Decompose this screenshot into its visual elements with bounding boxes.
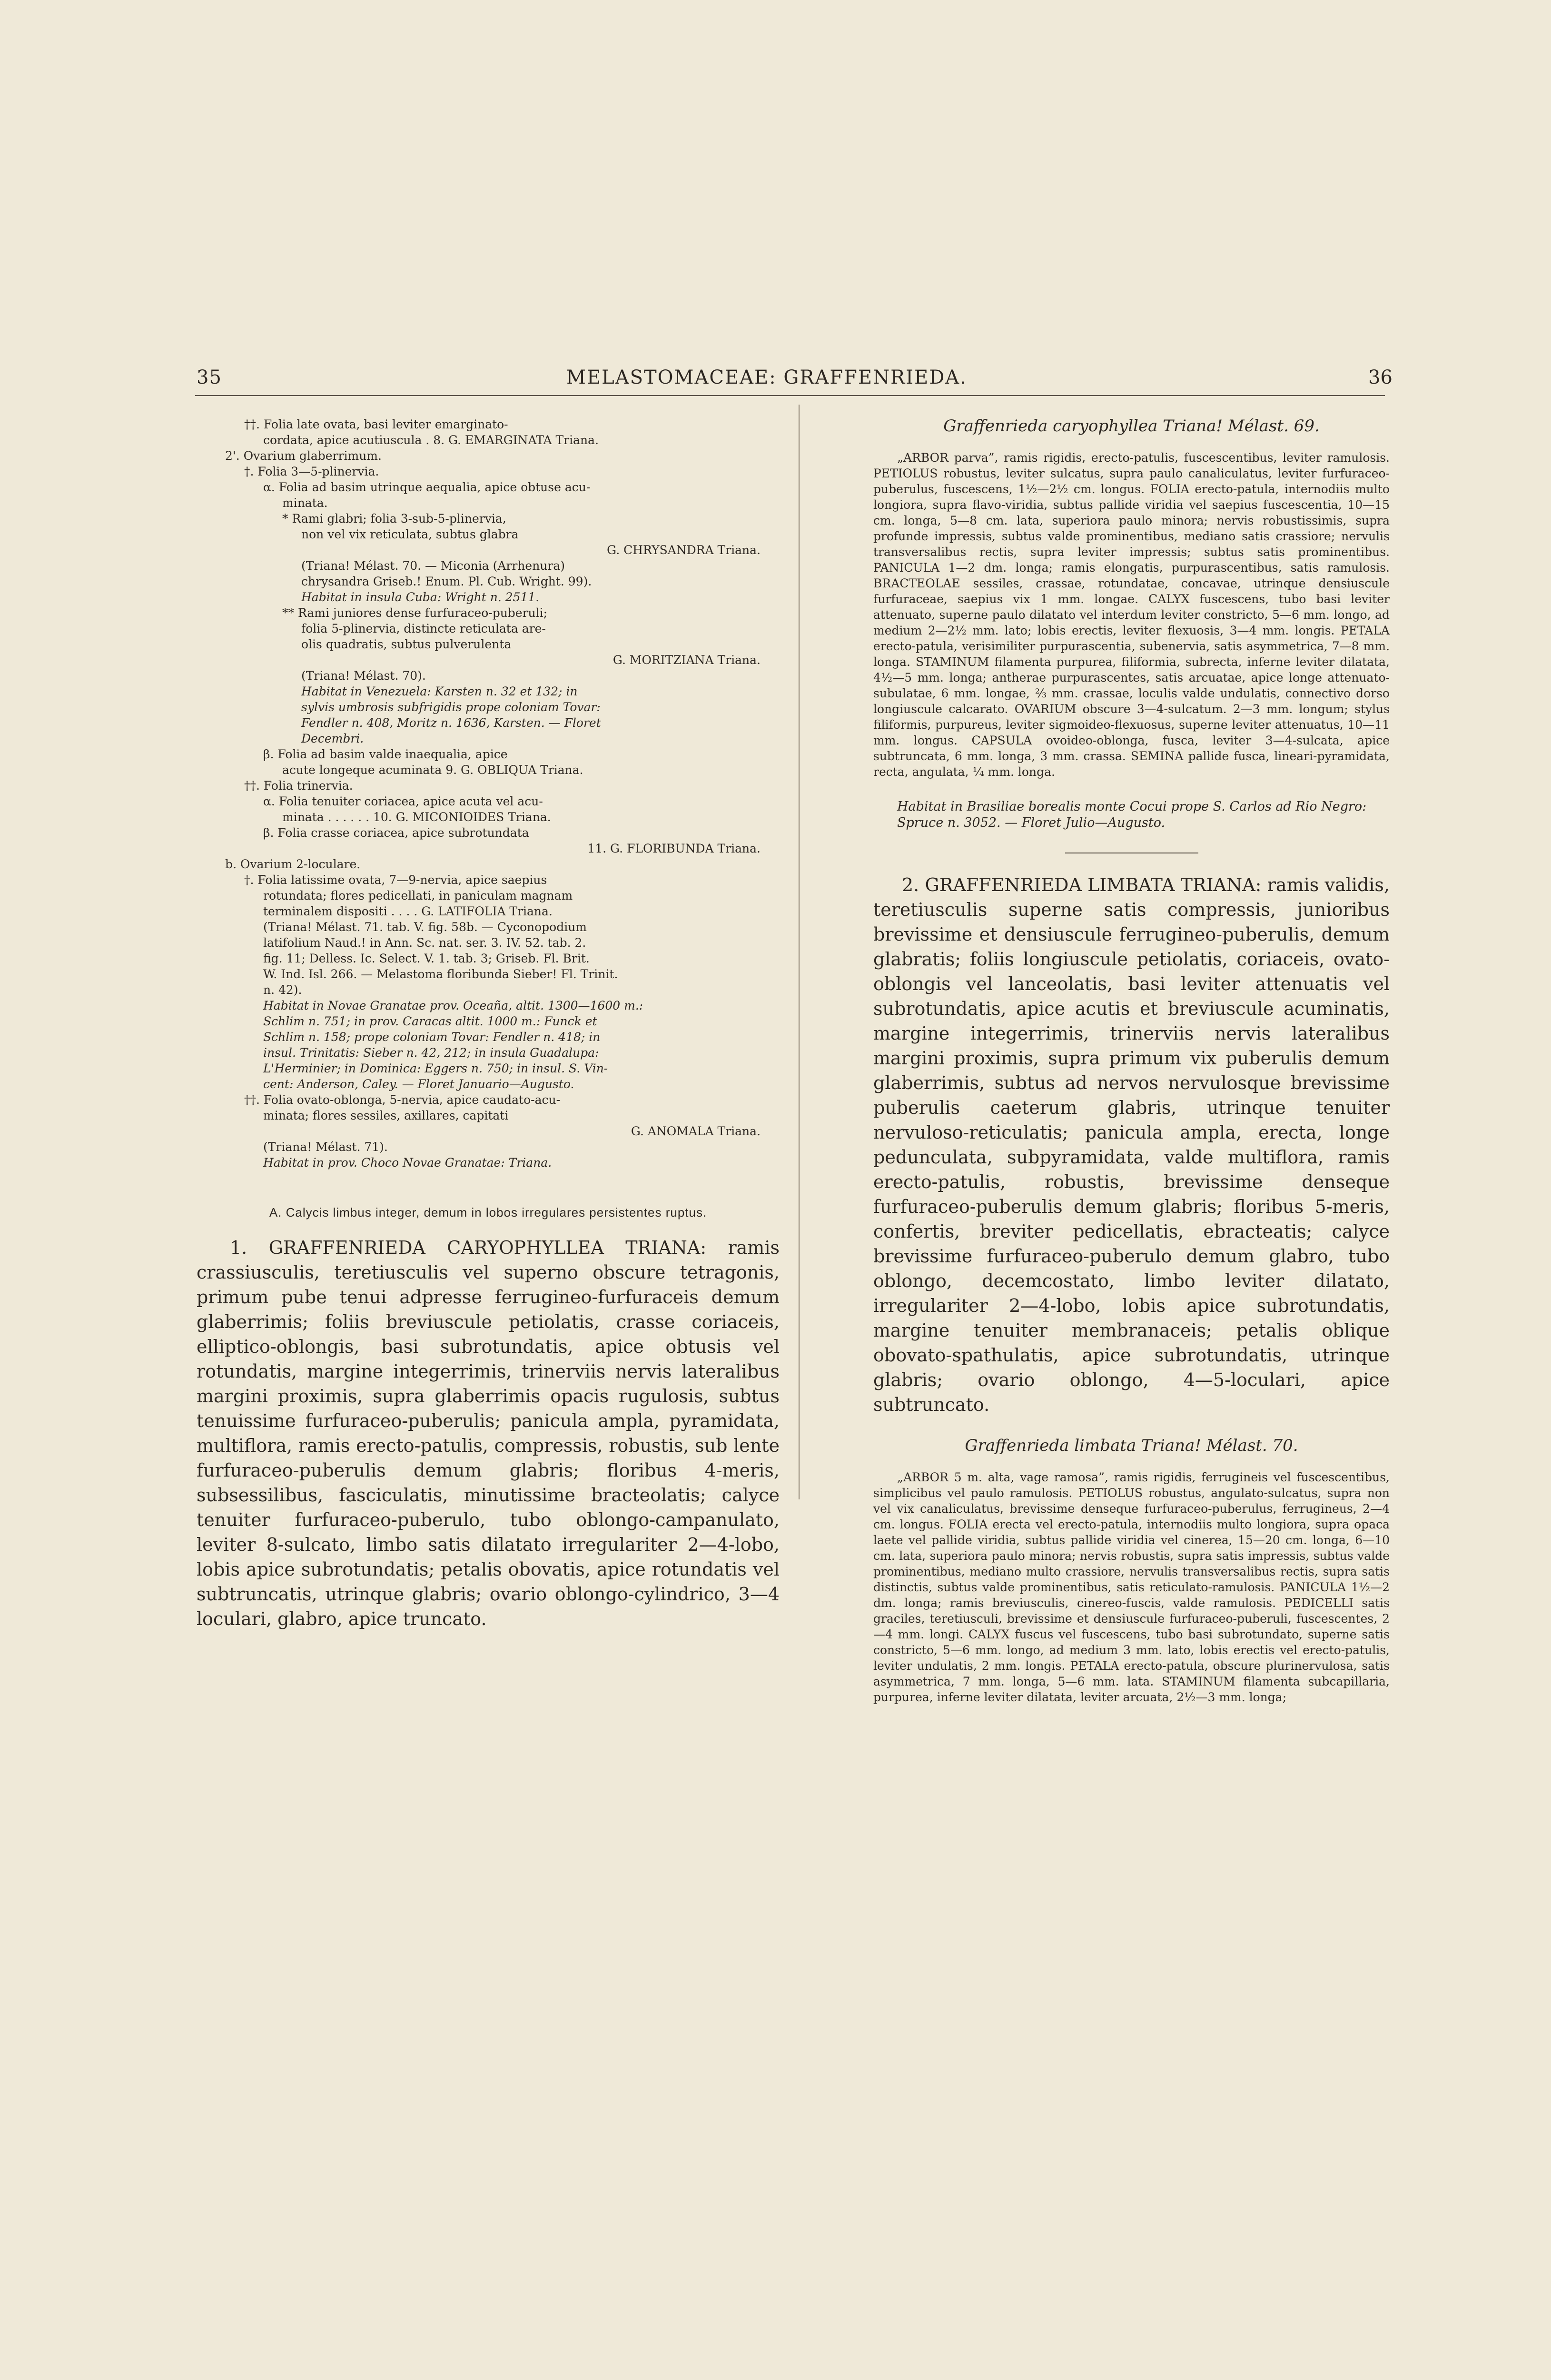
header-rule [195, 395, 1385, 396]
column-divider [799, 405, 800, 1499]
section-heading: A. Calycis limbus integer, demum in lobos irregulares persistentes ruptus. [269, 1205, 707, 1220]
right-column [873, 416, 1390, 1705]
key-line: †. Folia latissime ovata, 7—9-nervia, apice saepius [244, 873, 547, 887]
key-line: Habitat in Novae Granatae prov. Oceaña, altit. 1300—1600 m.: [263, 999, 643, 1012]
key-line: cordata, apice acutiuscula . 8. G. EMARGINATA Triana. [263, 433, 599, 447]
key-line: β. Folia ad basim valde inaequalia, apice [263, 747, 508, 761]
key-line: †. Folia 3—5-plinervia. [244, 465, 379, 478]
key-line: G. MORITZIANA Triana. [612, 653, 761, 667]
key-line: (Triana! Mélast. 70). [301, 669, 426, 683]
species-citation-limbata: Graffenrieda limbata Triana! Mélast. 70. [965, 1436, 1298, 1455]
key-line: Schlim n. 751; in prov. Caracas altit. 1000 m.: Funck et [263, 1014, 597, 1028]
key-line: (Triana! Mélast. 71. tab. V. fig. 58b. — Cyconopodium [263, 920, 587, 934]
key-line: α. Folia tenuiter coriacea, apice acuta vel acu- [263, 794, 543, 808]
key-line: ††. Folia late ovata, basi leviter emarginato- [244, 417, 508, 431]
morphology-limbata: „ARBOR 5 m. alta, vage ramosa”, ramis rigidis, ferrugineis vel fuscescentibus, simplicibus vel paulo ramulosis. PETIOLUS robustus, angulato-sulcatus, supra non vel vix canaliculatus, brevissime denseque furfuraceo-puberulus, ferrugineus, 2—4 cm. longus. FOLIA erecta vel erecto-patula, internodiis multo longiora, supra opaca laete vel pallide viridia, subtus pallide viridia vel cinerea, 15—20 cm. longa, 6—10 cm. lata, superiora paulo minora; nervis robustis, supra satis impressis, subtus valde prominentibus, mediano multo crassiore, nervulis transversalibus rectis, supra satis distinctis, subtus valde prominentibus, satis reticulato-ramulosis. PANICULA 1½—2 dm. longa; ramis breviusculis, cinereo-fuscis, valde ramulosis. PEDICELLI satis graciles, teretiusculi, brevissime et densiuscule furfuraceo-puberuli, fuscescentes, 2—4 mm. longi. CALYX fuscus vel fuscescens, tubo basi subrotundato, superne satis constricto, 5—6 mm. longo, ad medium 3 mm. lato, lobis erectis vel erecto-patulis, leviter undulatis, 2 mm. longis. PETALA erecto-patula, obscure plurinervulosa, satis asymmetrica, 7 mm. longa, 5—6 mm. lata. STAMINUM filamenta subcapillaria, purpurea, inferne leviter dilatata, leviter arcuata, 2½—3 mm. longa; [873, 1470, 1390, 1704]
species-description-limbata: 2. GRAFFENRIEDA LIMBATA TRIANA: ramis validis, teretiusculis superne satis compressis, junioribus brevissime et densiuscule ferrugineo-puberulis, demum glabratis; foliis longiuscule petiolatis, coriaceis, ovato-oblongis vel lanceolatis, basi leviter attenuatis vel subrotundatis, apice acutis et breviuscule acuminatis, margine integerrimis, trinerviis nervis lateralibus margini proximis, supra primum vix puberulis demum glaberrimis, subtus ad nervos nervulosque brevissime puberulis caeterum glabris, utrinque tenuiter nervuloso-reticulatis; panicula ampla, erecta, longe pedunculata, subpyramidata, valde multiflora, ramis erecto-patulis, robustis, brevissime denseque furfuraceo-puberulis demum glabris; floribus 5-meris, confertis, breviter pedicellatis, ebracteatis; calyce brevissime furfuraceo-puberulo demum glabro, tubo oblongo, decemcostato, limbo leviter dilatato, irregulariter 2—4-lobo, lobis apice subrotundatis, margine tenuiter membranaceis; petalis oblique obovato-spathulatis, apice subrotundatis, utrinque glabris; ovario oblongo, 4—5-loculari, apice subtruncato. [873, 874, 1390, 1415]
key-line: latifolium Naud.! in Ann. Sc. nat. ser. 3. IV. 52. tab. 2. [263, 936, 586, 950]
identification-key [197, 416, 780, 1170]
key-line: Decembri. [301, 732, 364, 745]
left-column [197, 416, 780, 1631]
key-line: 2'. Ovarium glaberrimum. [225, 449, 382, 463]
key-line: Habitat in prov. Choco Novae Granatae: Triana. [263, 1156, 552, 1170]
key-line: minata . . . . . . 10. G. MICONIOIDES Triana. [282, 810, 551, 824]
key-line: terminalem dispositi . . . . G. LATIFOLIA Triana. [263, 904, 553, 918]
key-line: rotundata; flores pedicellati, in paniculam magnam [263, 889, 573, 902]
key-line: b. Ovarium 2-loculare. [225, 857, 361, 871]
key-line: ††. Folia ovato-oblonga, 5-nervia, apice caudato-acu- [244, 1093, 561, 1107]
habitat-caryophyllea: Habitat in Brasiliae borealis monte Cocui prope S. Carlos ad Rio Negro: Spruce n. 3052. — Floret Julio—Augusto. [897, 799, 1367, 830]
page-number-left: 35 [197, 367, 222, 388]
key-line: (Triana! Mélast. 71). [263, 1140, 388, 1154]
key-line: G. CHRYSANDRA Triana. [607, 543, 761, 557]
key-line: Schlim n. 158; prope coloniam Tovar: Fendler n. 418; in [263, 1030, 601, 1044]
key-line: G. ANOMALA Triana. [631, 1124, 761, 1138]
running-title: MELASTOMACEAE: GRAFFENRIEDA. [566, 367, 967, 388]
key-line: non vel vix reticulata, subtus glabra [301, 527, 519, 541]
key-line: W. Ind. Isl. 266. — Melastoma floribunda Sieber! Fl. Trinit. [263, 967, 618, 981]
key-line: n. 42). [263, 983, 302, 997]
key-line: Habitat in Venezuela: Karsten n. 32 et 132; in [301, 684, 578, 698]
key-line: (Triana! Mélast. 70. — Miconia (Arrhenura) [301, 559, 565, 573]
key-line: minata; flores sessiles, axillares, capitati [263, 1109, 509, 1122]
key-line: ** Rami juniores dense furfuraceo-puberuli; [282, 606, 548, 620]
key-line: 11. G. FLORIBUNDA Triana. [587, 842, 761, 855]
key-line: L'Herminier; in Dominica: Eggers n. 750; in insul. S. Vin- [263, 1061, 608, 1075]
key-line: α. Folia ad basim utrinque aequalia, apice obtuse acu- [263, 480, 591, 494]
species-description-caryophyllea: 1. GRAFFENRIEDA CARYOPHYLLEA TRIANA: ramis crassiusculis, teretiusculis vel superno obscure tetragonis, primum pube tenui adpresse ferrugineo-furfuraceis demum glaberrimis; foliis breviuscule petiolatis, crasse coriaceis, elliptico-oblongis, basi subrotundatis, apice obtusis vel rotundatis, margine integerrimis, trinerviis nervis lateralibus margini proximis, supra glaberrimis opacis rugulosis, subtus tenuissime furfuraceo-puberulis; panicula ampla, pyramidata, multiflora, ramis erecto-patulis, compressis, robustis, sub lente furfuraceo-puberulis demum glabris; floribus 4-meris, subsessilibus, fasciculatis, minutissime bracteolatis; calyce tenuiter furfuraceo-puberulo, tubo oblongo-campanulato, leviter 8-sulcato, limbo satis dilatato irregulariter 2—4-lobo, lobis apice subrotundatis; petalis obovatis, apice rotundatis vel subtruncatis, utrinque glabris; ovario oblongo-cylindrico, 3—4 loculari, glabro, apice truncato. [197, 1237, 780, 1629]
key-line: acute longeque acuminata 9. G. OBLIQUA Triana. [282, 763, 583, 777]
morphology-caryophyllea: „ARBOR parva”, ramis rigidis, erecto-patulis, fuscescentibus, leviter ramulosis. PETIOLUS robustus, leviter sulcatus, supra paulo canaliculatus, leviter furfuraceo-puberulus, fuscescens, 1½—2½ cm. longus. FOLIA erecto-patula, internodiis multo longiora, supra flavo-viridia, subtus pallide viridia vel saepius fuscescentia, 10—15 cm. longa, 5—8 cm. lata, superiora paulo minora; nervis robustissimis, supra profunde impressis, subtus valde prominentibus, mediano satis crassiore; nervulis transversalibus rectis, supra leviter impressis; subtus satis prominentibus. PANICULA 1—2 dm. longa; ramis elongatis, purpurascentibus, satis ramulosis. BRACTEOLAE sessiles, crassae, rotundatae, concavae, utrinque densiuscule furfuraceae, saepius vix 1 mm. longae. CALYX fuscescens, tubo basi leviter attenuato, superne paulo dilatato vel interdum leviter constricto, 5—6 mm. longo, ad medium 2—2½ mm. lato; lobis erectis, leviter flexuosis, 3—4 mm. longis. PETALA erecto-patula, verisimiliter purpurascentia, subenervia, satis asymmetrica, 7—8 mm. longa. STAMINUM filamenta purpurea, filiformia, subrecta, inferne leviter dilatata, 4½—5 mm. longa; antherae purpurascentes, satis arcuatae, apice longe attenuato-subulatae, 6 mm. longae, ⅔ mm. crassae, loculis valde undulatis, connectivo dorso longiuscule calcarato. OVARIUM obscure 3—4-sulcatum. 2—3 mm. longum; stylus filiformis, purpureus, leviter sigmoideo-flexuosus, superne leviter attenuatus, 10—11 mm. longus. CAPSULA ovoideo-oblonga, fusca, leviter 3—4-sulcata, apice subtruncata, 6 mm. longa, 3 mm. crassa. SEMINA pallide fusca, lineari-pyramidata, recta, angulata, ¼ mm. longa. [873, 451, 1390, 779]
key-line: insul. Trinitatis: Sieber n. 42, 212; in insula Guadalupa: [263, 1046, 599, 1060]
key-line: cent: Anderson, Caley. — Floret Januario—Augusto. [263, 1077, 574, 1091]
key-line: * Rami glabri; folia 3-sub-5-plinervia, [282, 512, 506, 526]
key-line: chrysandra Griseb.! Enum. Pl. Cub. Wright. 99). [301, 575, 592, 588]
key-line: olis quadratis, subtus pulverulenta [301, 637, 512, 651]
key-line: folia 5-plinervia, distincte reticulata are- [301, 622, 546, 635]
key-line: Fendler n. 408, Moritz n. 1636, Karsten. — Floret [301, 716, 601, 730]
key-line: Habitat in insula Cuba: Wright n. 2511. [301, 590, 540, 604]
key-line: sylvis umbrosis subfrigidis prope coloniam Tovar: [301, 700, 601, 714]
species-citation-caryophyllea: Graffenrieda caryophyllea Triana! Mélast. 69. [943, 416, 1320, 436]
key-line: ††. Folia trinervia. [244, 779, 353, 793]
key-line: minata. [282, 496, 328, 510]
key-line: fig. 11; Delless. Ic. Select. V. 1. tab. 3; Griseb. Fl. Brit. [263, 952, 590, 965]
page-number-right: 36 [1368, 367, 1393, 388]
key-line: β. Folia crasse coriacea, apice subrotundata [263, 826, 529, 840]
